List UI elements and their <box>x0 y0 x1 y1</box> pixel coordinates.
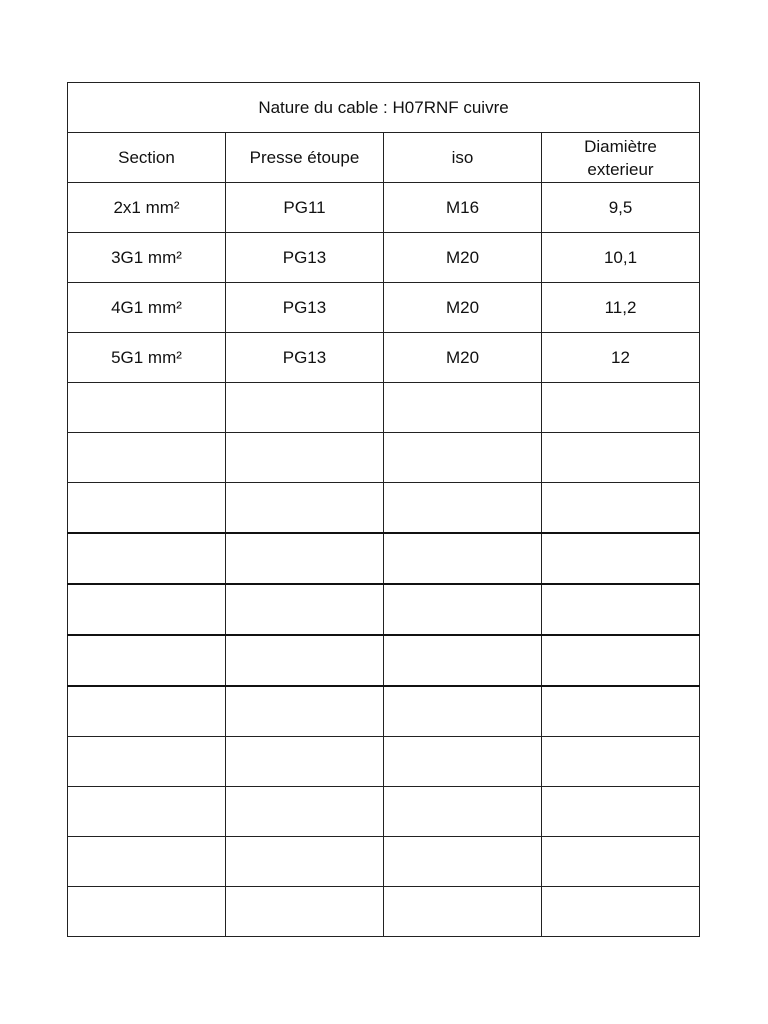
table-row <box>68 635 700 686</box>
table-cell <box>226 383 384 433</box>
table-cell: PG13 <box>226 333 384 383</box>
table-cell <box>542 584 700 635</box>
table-cell <box>68 887 226 937</box>
table-cell: PG13 <box>226 283 384 333</box>
table-cell <box>68 737 226 787</box>
table-title: Nature du cable : H07RNF cuivre <box>68 83 700 133</box>
table-row <box>68 483 700 534</box>
table-cell: 5G1 mm² <box>68 333 226 383</box>
table-cell <box>542 737 700 787</box>
table-cell <box>384 837 542 887</box>
header-presse-etoupe: Presse étoupe <box>226 133 384 183</box>
table-cell <box>226 787 384 837</box>
table-cell: 4G1 mm² <box>68 283 226 333</box>
table-row <box>68 333 700 383</box>
header-diametre-label: Diamiètre exterieur <box>584 136 657 179</box>
table-body <box>68 83 700 937</box>
table-cell <box>384 887 542 937</box>
table-row <box>68 737 700 787</box>
table-cell <box>68 433 226 483</box>
table-row <box>68 283 700 333</box>
table-cell <box>542 433 700 483</box>
cable-table <box>67 82 700 937</box>
table-cell <box>384 533 542 584</box>
table-row <box>68 233 700 283</box>
table-row <box>68 686 700 737</box>
table-cell: 10,1 <box>542 233 700 283</box>
table-cell <box>226 737 384 787</box>
table-cell <box>226 837 384 887</box>
table-cell <box>226 887 384 937</box>
table-cell <box>384 635 542 686</box>
table-cell: M20 <box>384 333 542 383</box>
table-cell <box>542 483 700 534</box>
table-cell <box>68 686 226 737</box>
table-cell <box>384 584 542 635</box>
table-cell <box>384 686 542 737</box>
table-cell <box>542 533 700 584</box>
table-cell <box>542 837 700 887</box>
table-row <box>68 383 700 433</box>
table-cell <box>384 433 542 483</box>
table-row <box>68 533 700 584</box>
table-cell: M20 <box>384 283 542 333</box>
table-row <box>68 584 700 635</box>
table-cell <box>542 887 700 937</box>
table-cell <box>384 737 542 787</box>
table-cell <box>384 383 542 433</box>
table-cell <box>68 533 226 584</box>
table-cell <box>226 483 384 534</box>
table-row <box>68 837 700 887</box>
table-cell <box>226 533 384 584</box>
table-cell <box>226 433 384 483</box>
table-cell <box>542 787 700 837</box>
table-row <box>68 183 700 233</box>
table-cell <box>384 787 542 837</box>
table-cell <box>384 483 542 534</box>
table-cell: M16 <box>384 183 542 233</box>
table-cell <box>68 787 226 837</box>
header-iso: iso <box>384 133 542 183</box>
table-cell <box>226 686 384 737</box>
table-row <box>68 787 700 837</box>
header-section: Section <box>68 133 226 183</box>
table-cell <box>226 635 384 686</box>
header-row <box>68 133 700 183</box>
table-cell: 2x1 mm² <box>68 183 226 233</box>
table-row <box>68 887 700 937</box>
table-cell: 3G1 mm² <box>68 233 226 283</box>
table-cell: PG13 <box>226 233 384 283</box>
table-cell <box>68 483 226 534</box>
table-cell <box>68 584 226 635</box>
table-cell <box>68 383 226 433</box>
table-cell <box>542 686 700 737</box>
table-cell <box>542 383 700 433</box>
table-cell: 11,2 <box>542 283 700 333</box>
table-cell <box>68 635 226 686</box>
table-row <box>68 433 700 483</box>
table-cell: PG11 <box>226 183 384 233</box>
table-cell: 12 <box>542 333 700 383</box>
table-cell <box>542 635 700 686</box>
header-diametre <box>542 133 700 183</box>
title-row <box>68 83 700 133</box>
table-cell: M20 <box>384 233 542 283</box>
table-cell: 9,5 <box>542 183 700 233</box>
table-cell <box>68 837 226 887</box>
table-cell <box>226 584 384 635</box>
